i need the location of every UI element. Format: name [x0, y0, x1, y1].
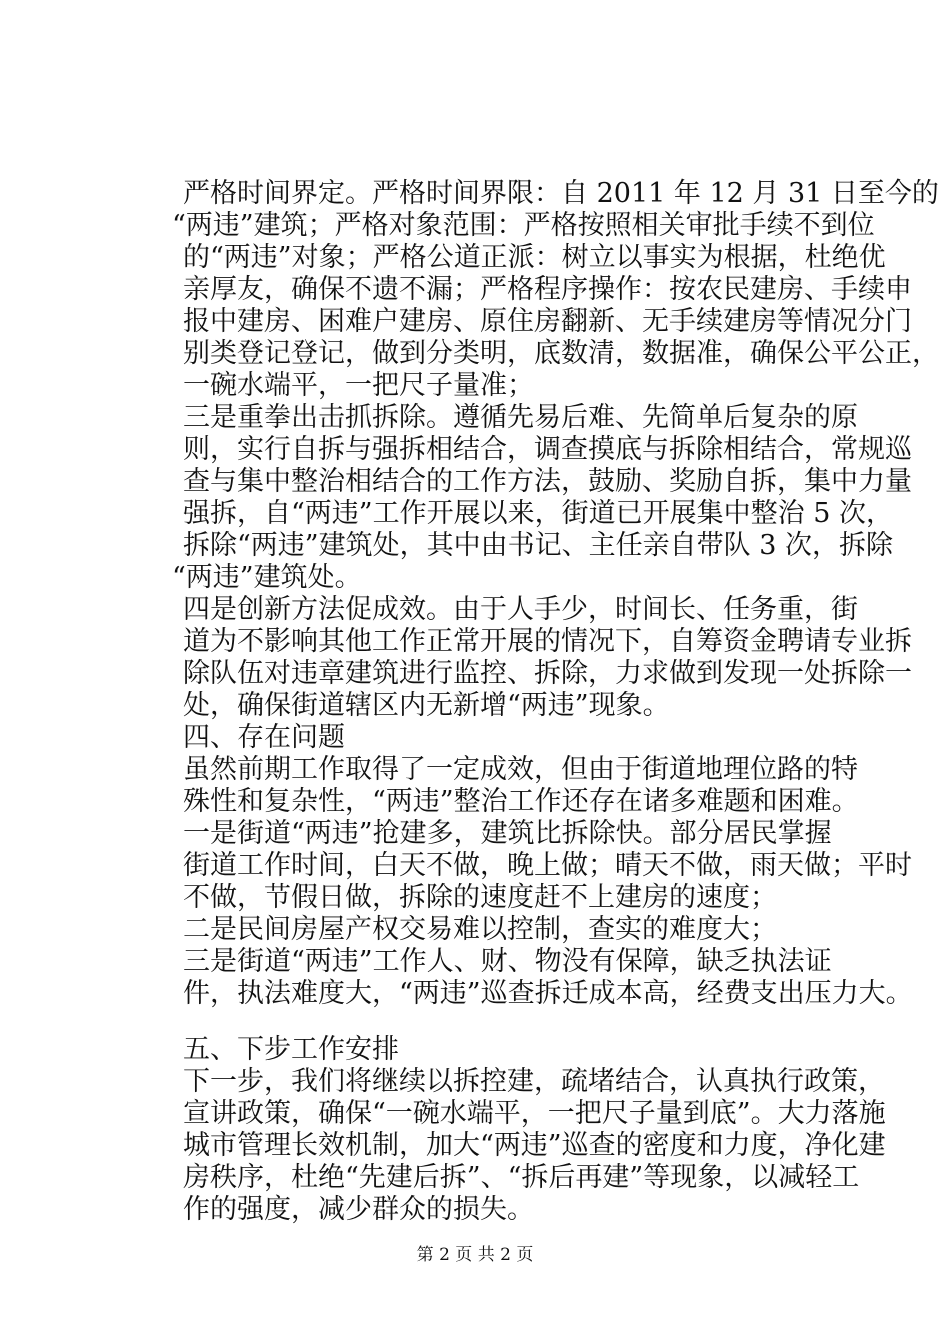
text-line-19: 虽然前期工作取得了一定成效，但由于街道地理位路的特: [183, 754, 858, 785]
text-line-4: 亲厚友，确保不遗不漏；严格程序操作：按农民建房、手续申: [183, 274, 912, 305]
text-line-7: 一碗水端平，一把尺子量准；: [183, 370, 534, 401]
text-line-28: 下一步，我们将继续以拆控建，疏堵结合，认真执行政策，: [183, 1066, 885, 1097]
text-line-17: 处，确保街道辖区内无新增“两违”现象。: [183, 690, 670, 721]
text-line-16: 除队伍对违章建筑进行监控、拆除，力求做到发现一处拆除一: [183, 658, 912, 689]
section-heading-problems: 四、存在问题: [183, 722, 345, 753]
text-line-11: 强拆，自“两违”工作开展以来，街道已开展集中整治 5 次，: [183, 498, 893, 529]
text-line-24: 二是民间房屋产权交易难以控制，查实的难度大；: [183, 914, 777, 945]
text-line-31: 房秩序，杜绝“先建后拆”、“拆后再建”等现象，以减轻工: [183, 1162, 860, 1193]
text-line-13: “两违”建筑处。: [172, 562, 362, 593]
page-footer: 第 2 页 共 2 页: [416, 1245, 534, 1265]
text-line-26: 件，执法难度大，“两违”巡查拆迁成本高，经费支出压力大。: [183, 978, 913, 1009]
text-line-22: 街道工作时间，白天不做，晚上做；晴天不做，雨天做；平时: [183, 850, 912, 881]
text-line-14: 四是创新方法促成效。由于人手少，时间长、任务重，街: [183, 594, 858, 625]
text-line-8: 三是重拳出击抓拆除。遵循先易后难、先简单后复杂的原: [183, 402, 858, 433]
text-line-3: 的“两违”对象；严格公道正派：树立以事实为根据，杜绝优: [183, 242, 886, 273]
text-line-15: 道为不影响其他工作正常开展的情况下，自筹资金聘请专业拆: [183, 626, 912, 657]
text-line-1: 严格时间界定。严格时间界限：自 2011 年 12 月 31 日至今的: [183, 178, 939, 209]
text-line-32: 作的强度，减少群众的损失。: [183, 1194, 534, 1225]
text-line-6: 别类登记登记，做到分类明，底数清，数据准，确保公平公正，: [183, 338, 939, 369]
text-line-9: 则，实行自拆与强拆相结合，调查摸底与拆除相结合，常规巡: [183, 434, 912, 465]
text-line-2: “两违”建筑；严格对象范围：严格按照相关审批手续不到位: [172, 210, 875, 241]
section-heading-next-steps: 五、下步工作安排: [183, 1034, 399, 1065]
text-line-25: 三是街道“两违”工作人、财、物没有保障，缺乏执法证: [183, 946, 832, 977]
text-line-10: 查与集中整治相结合的工作方法，鼓励、奖励自拆，集中力量: [183, 466, 912, 497]
text-line-5: 报中建房、困难户建房、原住房翻新、无手续建房等情况分门: [183, 306, 912, 337]
text-line-29: 宣讲政策，确保“一碗水端平，一把尺子量到底”。大力落施: [183, 1098, 886, 1129]
text-line-30: 城市管理长效机制，加大“两违”巡查的密度和力度，净化建: [183, 1130, 886, 1161]
text-line-23: 不做，节假日做，拆除的速度赶不上建房的速度；: [183, 882, 777, 913]
text-line-12: 拆除“两违”建筑处，其中由书记、主任亲自带队 3 次，拆除: [183, 530, 893, 561]
text-line-20: 殊性和复杂性，“两违”整治工作还存在诸多难题和困难。: [183, 786, 859, 817]
text-line-21: 一是街道“两违”抢建多，建筑比拆除快。部分居民掌握: [183, 818, 832, 849]
